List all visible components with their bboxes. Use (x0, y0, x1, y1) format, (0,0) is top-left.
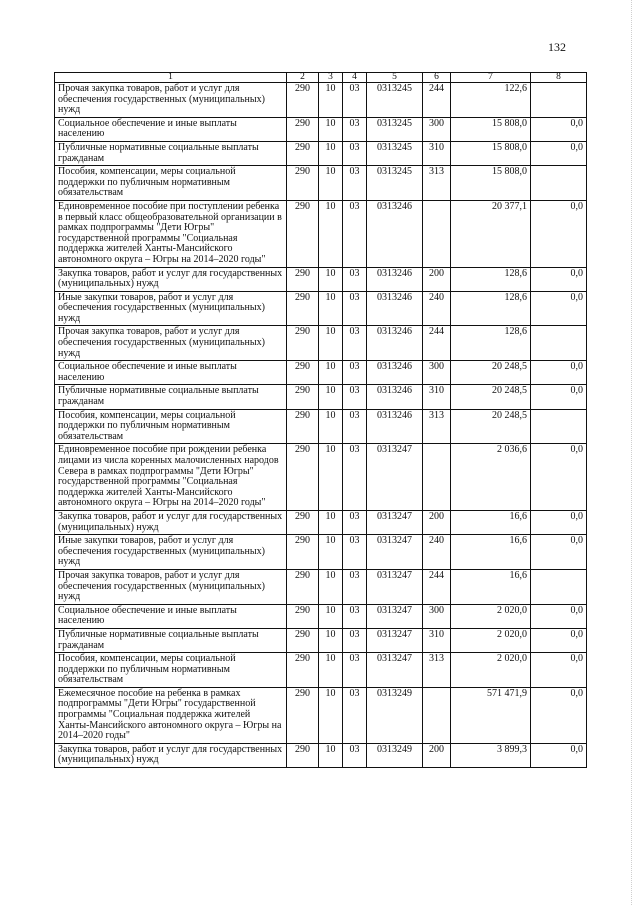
column-8-value: 0,0 (531, 628, 587, 652)
column-header: 2 (287, 73, 319, 83)
amount: 128,6 (451, 326, 531, 361)
column-8-value: 0,0 (531, 200, 587, 267)
target-article-code: 0313246 (367, 200, 423, 267)
subsection-code: 03 (343, 569, 367, 604)
amount: 16,6 (451, 569, 531, 604)
expense-type-code: 300 (423, 361, 451, 385)
column-8-value: 0,0 (531, 444, 587, 511)
amount: 2 020,0 (451, 628, 531, 652)
row-name: Социальное обеспечение и иные выплаты населению (55, 117, 287, 141)
table-row (55, 361, 587, 385)
amount: 122,6 (451, 83, 531, 118)
expense-type-code: 300 (423, 604, 451, 628)
row-name: Пособия, компенсации, меры социальной поддержки по публичным нормативным обязательствам (55, 409, 287, 444)
expense-type-code: 200 (423, 267, 451, 291)
table-row (55, 267, 587, 291)
subsection-code: 03 (343, 628, 367, 652)
subsection-code: 03 (343, 326, 367, 361)
column-8-value: 0,0 (531, 385, 587, 409)
expense-type-code (423, 444, 451, 511)
row-name: Пособия, компенсации, меры социальной поддержки по публичным нормативным обязательствам (55, 653, 287, 688)
section-code: 10 (319, 117, 343, 141)
table-row (55, 117, 587, 141)
column-8-value: 0,0 (531, 653, 587, 688)
target-article-code: 0313245 (367, 117, 423, 141)
admin-code: 290 (287, 743, 319, 767)
column-header: 4 (343, 73, 367, 83)
admin-code: 290 (287, 141, 319, 165)
admin-code: 290 (287, 569, 319, 604)
subsection-code: 03 (343, 166, 367, 201)
expense-type-code: 200 (423, 510, 451, 534)
expense-type-code: 310 (423, 628, 451, 652)
column-8-value (531, 569, 587, 604)
column-8-value: 0,0 (531, 361, 587, 385)
admin-code: 290 (287, 267, 319, 291)
row-name: Иные закупки товаров, работ и услуг для обеспечения государственных (муниципальных) нужд (55, 291, 287, 326)
column-8-value: 0,0 (531, 604, 587, 628)
row-name: Социальное обеспечение и иные выплаты населению (55, 604, 287, 628)
target-article-code: 0313246 (367, 409, 423, 444)
section-code: 10 (319, 385, 343, 409)
subsection-code: 03 (343, 117, 367, 141)
admin-code: 290 (287, 117, 319, 141)
subsection-code: 03 (343, 604, 367, 628)
expense-type-code (423, 687, 451, 743)
row-name: Единовременное пособие при рождении ребенка лицами из числа коренных малочисленных народов Севера в рамках подпрограммы "Дети Югры" государственной программы "Социальная поддержка жителей Ханты-Мансийского автономного округа – Югры на 2014–2020 годы" (55, 444, 287, 511)
admin-code: 290 (287, 409, 319, 444)
page-number: 132 (548, 40, 566, 54)
target-article-code: 0313247 (367, 510, 423, 534)
admin-code: 290 (287, 444, 319, 511)
target-article-code: 0313247 (367, 653, 423, 688)
target-article-code: 0313249 (367, 687, 423, 743)
amount: 128,6 (451, 267, 531, 291)
row-name: Пособия, компенсации, меры социальной поддержки по публичным нормативным обязательствам (55, 166, 287, 201)
table-row (55, 535, 587, 570)
amount: 16,6 (451, 535, 531, 570)
column-8-value: 0,0 (531, 687, 587, 743)
section-code: 10 (319, 444, 343, 511)
amount: 2 036,6 (451, 444, 531, 511)
budget-table (54, 72, 587, 768)
amount: 20 377,1 (451, 200, 531, 267)
column-header: 5 (367, 73, 423, 83)
row-name: Ежемесячное пособие на ребенка в рамках подпрограммы "Дети Югры" государственной программы "Социальная поддержка жителей Ханты-Мансийского автономного округа – Югры на 2014–2020 годы" (55, 687, 287, 743)
table-row (55, 291, 587, 326)
column-8-value (531, 166, 587, 201)
section-code: 10 (319, 200, 343, 267)
scan-edge (631, 0, 638, 905)
column-8-value (531, 83, 587, 118)
target-article-code: 0313245 (367, 83, 423, 118)
expense-type-code: 313 (423, 166, 451, 201)
expense-type-code: 313 (423, 409, 451, 444)
section-code: 10 (319, 743, 343, 767)
amount: 20 248,5 (451, 361, 531, 385)
amount: 15 808,0 (451, 117, 531, 141)
admin-code: 290 (287, 166, 319, 201)
column-8-value: 0,0 (531, 141, 587, 165)
target-article-code: 0313247 (367, 604, 423, 628)
amount: 15 808,0 (451, 166, 531, 201)
amount: 15 808,0 (451, 141, 531, 165)
amount: 16,6 (451, 510, 531, 534)
column-header: 8 (531, 73, 587, 83)
subsection-code: 03 (343, 385, 367, 409)
amount: 3 899,3 (451, 743, 531, 767)
row-name: Иные закупки товаров, работ и услуг для обеспечения государственных (муниципальных) нужд (55, 535, 287, 570)
expense-type-code: 244 (423, 83, 451, 118)
table-row (55, 326, 587, 361)
row-name: Закупка товаров, работ и услуг для государственных (муниципальных) нужд (55, 743, 287, 767)
section-code: 10 (319, 569, 343, 604)
target-article-code: 0313247 (367, 535, 423, 570)
table-header-row (55, 73, 587, 83)
subsection-code: 03 (343, 291, 367, 326)
target-article-code: 0313247 (367, 569, 423, 604)
column-8-value (531, 409, 587, 444)
table-row (55, 385, 587, 409)
table-row (55, 743, 587, 767)
subsection-code: 03 (343, 361, 367, 385)
subsection-code: 03 (343, 200, 367, 267)
amount: 128,6 (451, 291, 531, 326)
target-article-code: 0313246 (367, 267, 423, 291)
amount: 20 248,5 (451, 385, 531, 409)
table-row (55, 166, 587, 201)
section-code: 10 (319, 535, 343, 570)
column-8-value: 0,0 (531, 291, 587, 326)
row-name: Публичные нормативные социальные выплаты гражданам (55, 141, 287, 165)
subsection-code: 03 (343, 444, 367, 511)
admin-code: 290 (287, 535, 319, 570)
subsection-code: 03 (343, 409, 367, 444)
row-name: Публичные нормативные социальные выплаты гражданам (55, 628, 287, 652)
row-name: Единовременное пособие при поступлении ребенка в первый класс общеобразовательной организации в рамках подпрограммы "Дети Югры" государственной программы "Социальная поддержка жителей Ханты-Мансийского автономного округа – Югры на 2014–2020 годы" (55, 200, 287, 267)
subsection-code: 03 (343, 653, 367, 688)
section-code: 10 (319, 326, 343, 361)
expense-type-code: 313 (423, 653, 451, 688)
target-article-code: 0313247 (367, 628, 423, 652)
column-8-value: 0,0 (531, 510, 587, 534)
subsection-code: 03 (343, 510, 367, 534)
column-8-value: 0,0 (531, 117, 587, 141)
admin-code: 290 (287, 604, 319, 628)
expense-type-code: 240 (423, 535, 451, 570)
expense-type-code: 310 (423, 141, 451, 165)
admin-code: 290 (287, 628, 319, 652)
column-8-value (531, 326, 587, 361)
row-name: Прочая закупка товаров, работ и услуг для обеспечения государственных (муниципальных) нужд (55, 326, 287, 361)
admin-code: 290 (287, 385, 319, 409)
target-article-code: 0313246 (367, 326, 423, 361)
column-header: 3 (319, 73, 343, 83)
row-name: Прочая закупка товаров, работ и услуг для обеспечения государственных (муниципальных) нужд (55, 83, 287, 118)
subsection-code: 03 (343, 743, 367, 767)
table-row (55, 409, 587, 444)
column-8-value: 0,0 (531, 267, 587, 291)
expense-type-code: 310 (423, 385, 451, 409)
column-header: 7 (451, 73, 531, 83)
admin-code: 290 (287, 361, 319, 385)
subsection-code: 03 (343, 83, 367, 118)
table-row (55, 83, 587, 118)
column-8-value: 0,0 (531, 535, 587, 570)
column-8-value: 0,0 (531, 743, 587, 767)
amount: 20 248,5 (451, 409, 531, 444)
table-row (55, 604, 587, 628)
amount: 2 020,0 (451, 653, 531, 688)
expense-type-code: 244 (423, 569, 451, 604)
table-row (55, 200, 587, 267)
admin-code: 290 (287, 653, 319, 688)
section-code: 10 (319, 291, 343, 326)
section-code: 10 (319, 628, 343, 652)
table-row (55, 687, 587, 743)
subsection-code: 03 (343, 267, 367, 291)
table-row (55, 141, 587, 165)
section-code: 10 (319, 653, 343, 688)
admin-code: 290 (287, 510, 319, 534)
row-name: Закупка товаров, работ и услуг для государственных (муниципальных) нужд (55, 510, 287, 534)
target-article-code: 0313245 (367, 141, 423, 165)
section-code: 10 (319, 83, 343, 118)
target-article-code: 0313245 (367, 166, 423, 201)
expense-type-code: 240 (423, 291, 451, 326)
section-code: 10 (319, 141, 343, 165)
admin-code: 290 (287, 326, 319, 361)
target-article-code: 0313247 (367, 444, 423, 511)
column-header: 6 (423, 73, 451, 83)
row-name: Закупка товаров, работ и услуг для государственных (муниципальных) нужд (55, 267, 287, 291)
admin-code: 290 (287, 687, 319, 743)
subsection-code: 03 (343, 535, 367, 570)
expense-type-code: 244 (423, 326, 451, 361)
row-name: Публичные нормативные социальные выплаты гражданам (55, 385, 287, 409)
row-name: Прочая закупка товаров, работ и услуг для обеспечения государственных (муниципальных) нужд (55, 569, 287, 604)
table-row (55, 653, 587, 688)
row-name: Социальное обеспечение и иные выплаты населению (55, 361, 287, 385)
subsection-code: 03 (343, 141, 367, 165)
target-article-code: 0313246 (367, 291, 423, 326)
target-article-code: 0313246 (367, 385, 423, 409)
section-code: 10 (319, 604, 343, 628)
table-row (55, 510, 587, 534)
section-code: 10 (319, 510, 343, 534)
subsection-code: 03 (343, 687, 367, 743)
table-row (55, 569, 587, 604)
expense-type-code: 200 (423, 743, 451, 767)
section-code: 10 (319, 687, 343, 743)
admin-code: 290 (287, 200, 319, 267)
admin-code: 290 (287, 291, 319, 326)
expense-type-code: 300 (423, 117, 451, 141)
amount: 2 020,0 (451, 604, 531, 628)
amount: 571 471,9 (451, 687, 531, 743)
target-article-code: 0313249 (367, 743, 423, 767)
section-code: 10 (319, 409, 343, 444)
section-code: 10 (319, 267, 343, 291)
admin-code: 290 (287, 83, 319, 118)
column-header: 1 (55, 73, 287, 83)
section-code: 10 (319, 166, 343, 201)
section-code: 10 (319, 361, 343, 385)
expense-type-code (423, 200, 451, 267)
target-article-code: 0313246 (367, 361, 423, 385)
table-row (55, 628, 587, 652)
table-row (55, 444, 587, 511)
